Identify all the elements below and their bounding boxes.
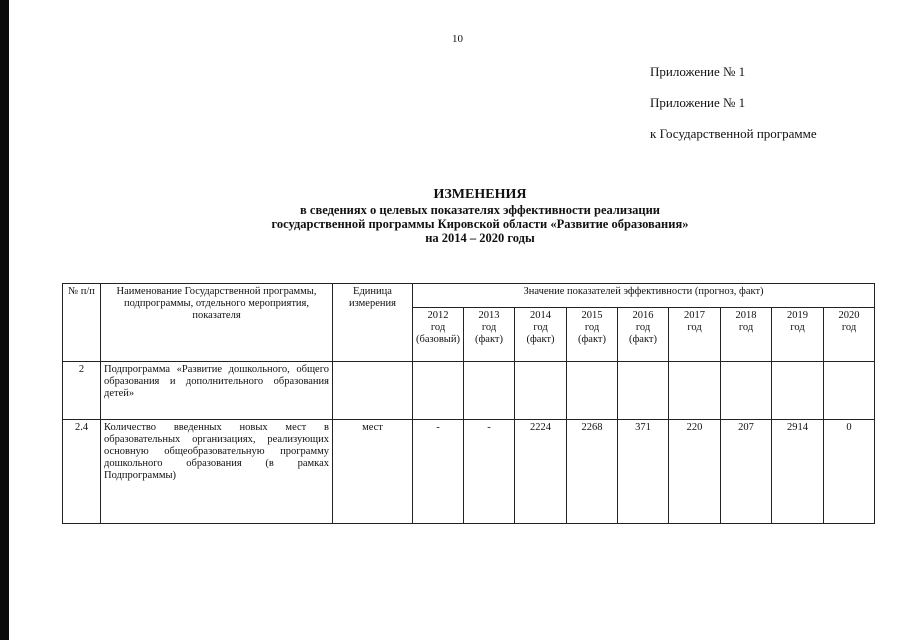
value-cell-2012: - — [413, 420, 464, 524]
value-cell-2013: - — [464, 420, 515, 524]
value-cell-2012 — [413, 362, 464, 420]
value-cell-2016 — [618, 362, 669, 420]
table-body — [63, 362, 875, 524]
year-header-year: 2020 — [838, 310, 860, 321]
header-values: Значение показателей эффективности (прогноз, факт) — [413, 284, 875, 308]
value-cell-2018: 207 — [721, 420, 772, 524]
year-header-note: (факт) — [526, 334, 555, 345]
appendix-line-2: Приложение № 1 — [650, 95, 746, 110]
year-header-2013 — [464, 308, 515, 362]
year-header-year: 2014 — [530, 310, 551, 321]
value-cell-2020 — [824, 362, 875, 420]
year-header-word: год — [430, 322, 446, 333]
value-cell-2014 — [515, 362, 567, 420]
value-cell-2014: 2224 — [515, 420, 567, 524]
value-cell-2015 — [567, 362, 618, 420]
year-header-2015 — [567, 308, 618, 362]
year-header-note: (факт) — [628, 334, 657, 345]
row-number: 2.4 — [63, 420, 101, 524]
table-row — [63, 420, 875, 524]
value-cell-2018 — [721, 362, 772, 420]
year-header-year: 2013 — [478, 310, 500, 321]
year-header-2014 — [515, 308, 567, 362]
year-header-year: 2012 — [427, 310, 449, 321]
value-cell-2017: 220 — [669, 420, 721, 524]
indicators-table — [62, 283, 875, 524]
document-title: ИЗМЕНЕНИЯ — [433, 187, 527, 202]
title-line-3: на 2014 – 2020 годы — [425, 231, 535, 245]
row-name: Подпрограмма «Развитие дошкольного, общего образования и дополнительного образования детей» — [101, 362, 333, 420]
header-name: Наименование Государственной программы, подпрограммы, отдельного мероприятия, показателя — [101, 284, 333, 362]
row-number: 2 — [63, 362, 101, 420]
year-header-year: 2016 — [632, 310, 654, 321]
value-cell-2017 — [669, 362, 721, 420]
year-header-2012 — [413, 308, 464, 362]
year-header-2019 — [772, 308, 824, 362]
year-header-2020 — [824, 308, 875, 362]
year-header-2018 — [721, 308, 772, 362]
row-name: Количество введенных новых мест в образовательных организациях, реализующих основную общеобразовательную программу дошкольного образования (в рамках Подпрограммы) — [101, 420, 333, 524]
row-unit — [333, 362, 413, 420]
value-cell-2015: 2268 — [567, 420, 618, 524]
year-header-year: 2015 — [581, 310, 603, 321]
row-unit: мест — [333, 420, 413, 524]
page-number: 10 — [452, 33, 463, 45]
title-line-1: в сведениях о целевых показателях эффективности реализации — [300, 203, 660, 217]
year-header-word: год — [533, 322, 548, 333]
year-header-year: 2017 — [684, 310, 705, 321]
year-header-year: 2018 — [735, 310, 757, 321]
header-unit: Единица измерения — [333, 284, 413, 362]
year-header-word: год — [481, 322, 497, 333]
appendix-block — [650, 64, 817, 157]
year-header-word: год — [790, 322, 805, 333]
value-cell-2016: 371 — [618, 420, 669, 524]
scan-edge-bar — [0, 0, 9, 640]
appendix-line-3: к Государственной программе — [650, 126, 817, 141]
value-cell-2020: 0 — [824, 420, 875, 524]
value-cell-2019 — [772, 362, 824, 420]
year-header-2017 — [669, 308, 721, 362]
appendix-line-1: Приложение № 1 — [650, 64, 746, 79]
year-header-note: (факт) — [474, 334, 503, 345]
year-header-note: (факт) — [577, 334, 606, 345]
header-number: № п/п — [63, 284, 101, 362]
value-cell-2019: 2914 — [772, 420, 824, 524]
year-header-word: год — [687, 322, 702, 333]
year-header-year: 2019 — [787, 310, 808, 321]
title-line-2: государственной программы Кировской области «Развитие образования» — [271, 217, 689, 231]
year-header-2016 — [618, 308, 669, 362]
year-header-note: (базовый) — [416, 334, 460, 345]
year-header-word: год — [841, 322, 857, 333]
table-row — [63, 362, 875, 420]
year-header-word: год — [635, 322, 651, 333]
value-cell-2013 — [464, 362, 515, 420]
year-header-word: год — [584, 322, 600, 333]
title-block — [200, 187, 760, 245]
year-header-word: год — [738, 322, 754, 333]
